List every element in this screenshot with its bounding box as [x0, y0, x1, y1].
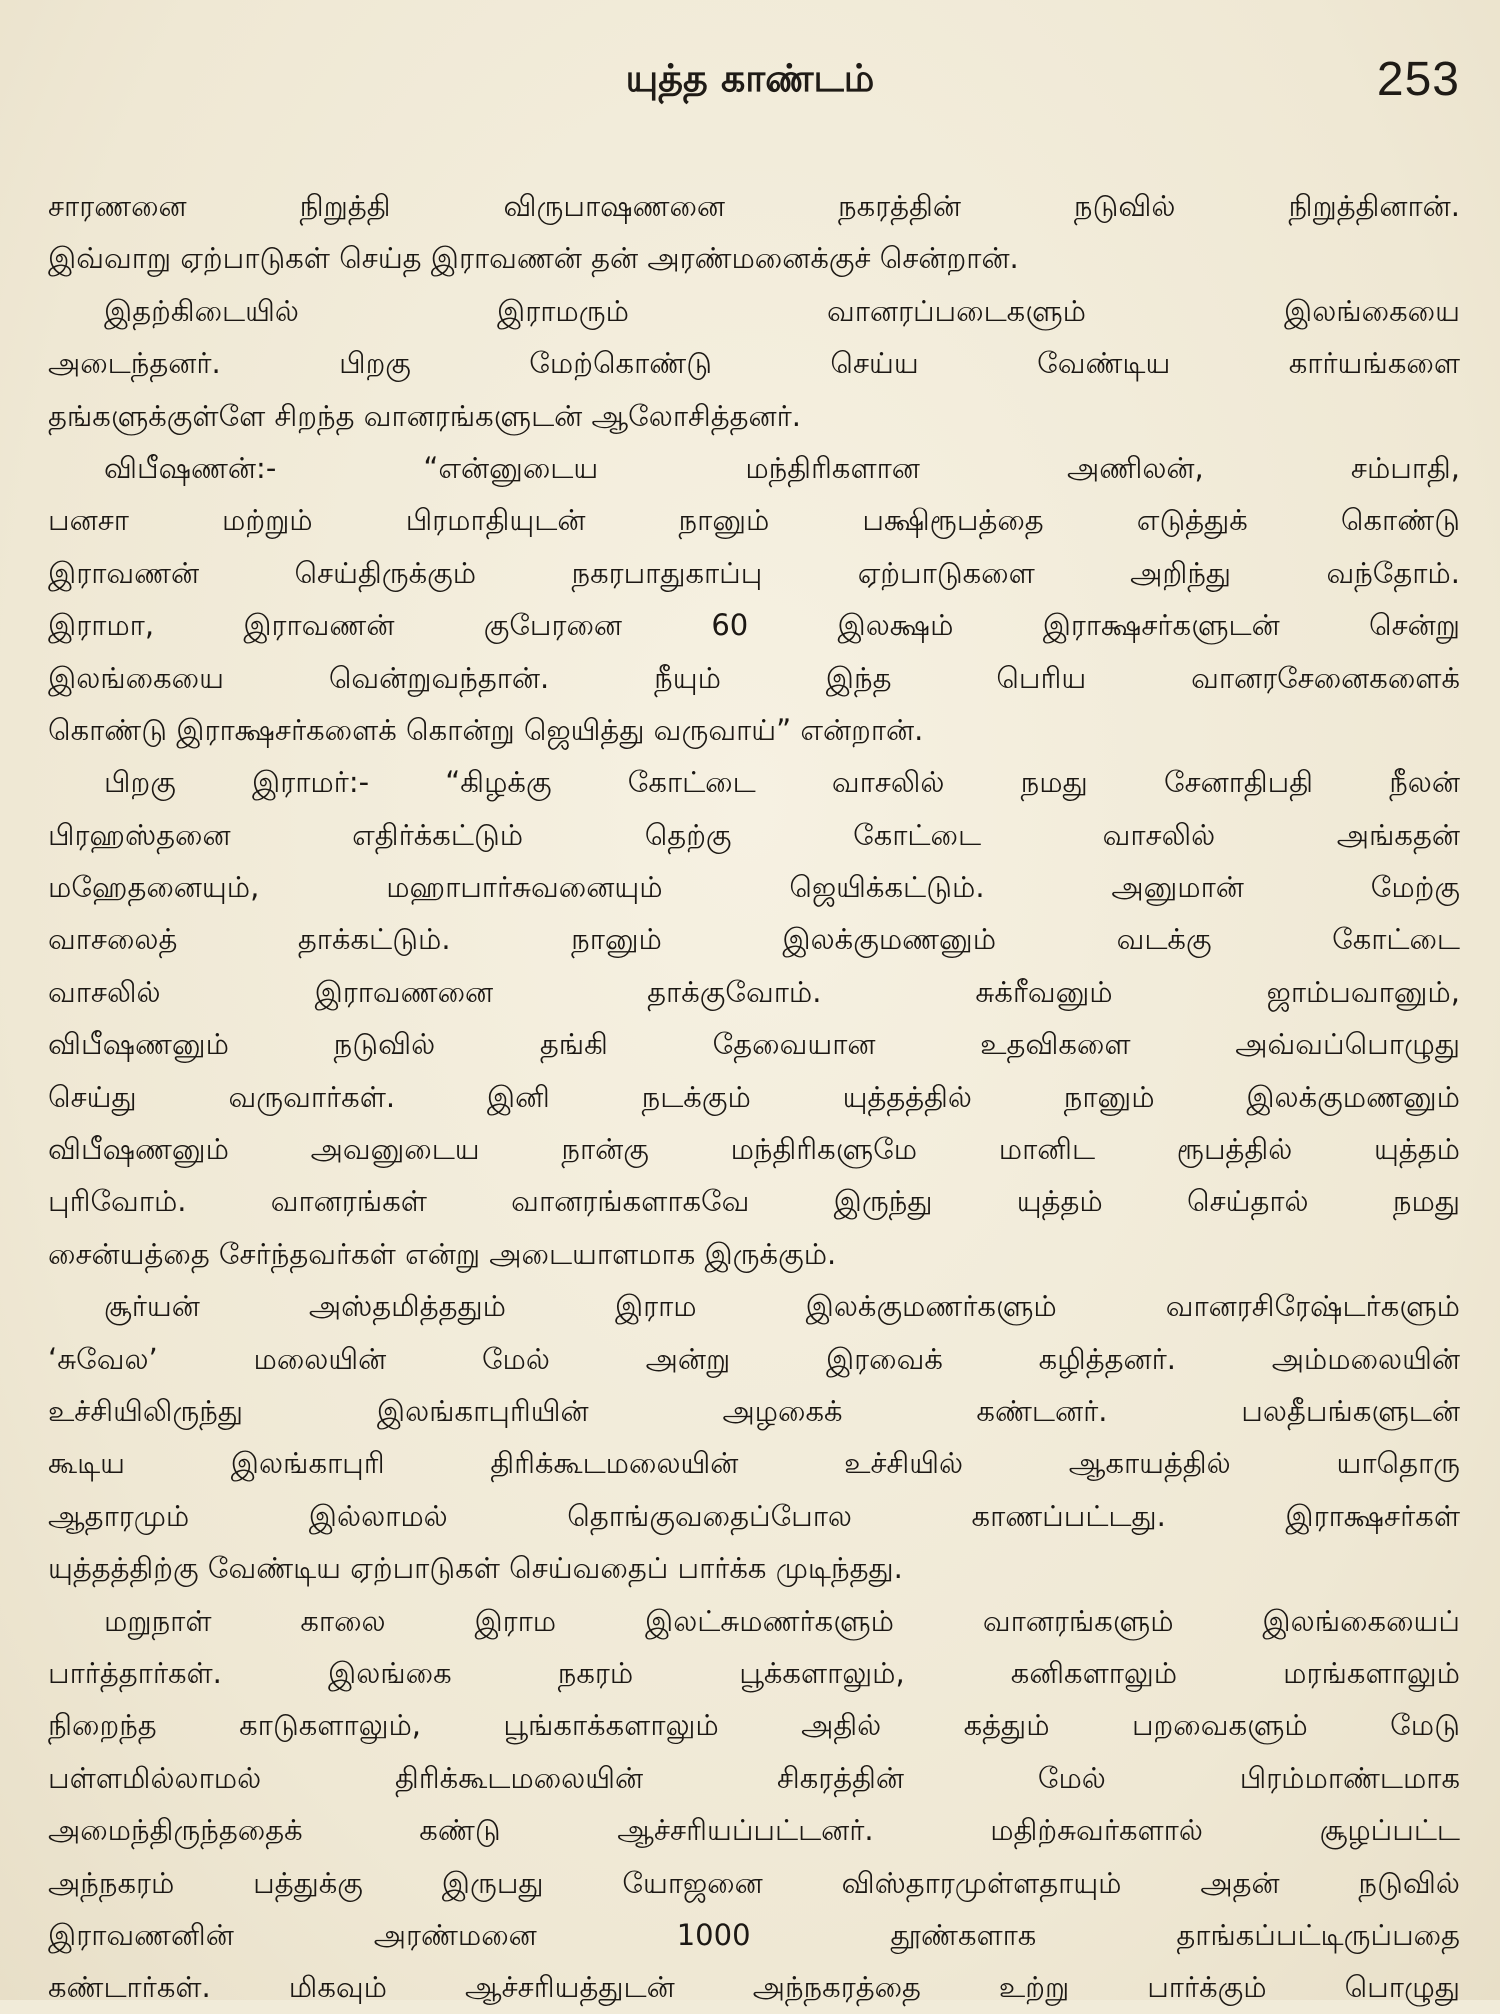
text-line: பிரஹஸ்தனை எதிர்க்கட்டும் தெற்கு கோட்டை வாசலில் அங்கதன்: [48, 817, 1460, 852]
text-line: விபீஷணனும் அவனுடைய நான்கு மந்திரிகளுமே மானிட ரூபத்தில் யுத்தம்: [48, 1132, 1460, 1167]
text-line: இராவணனின் அரண்மனை 1000 தூண்களாக தாங்கப்பட்டிருப்பதை: [48, 1917, 1460, 1952]
text-line: ஆதாரமும் இல்லாமல் தொங்குவதைப்போல காணப்பட்டது. இராக்ஷசர்கள்: [48, 1498, 1460, 1533]
text-line: கூடிய இலங்காபுரி திரிக்கூடமலையின் உச்சியில் ஆகாயத்தில் யாதொரு: [48, 1446, 1460, 1481]
text-line: பார்த்தார்கள். இலங்கை நகரம் பூக்களாலும், கனிகளாலும் மரங்களாலும்: [48, 1655, 1460, 1690]
text-line: கண்டார்கள். மிகவும் ஆச்சரியத்துடன் அந்நகரத்தை உற்று பார்க்கும் பொழுது: [48, 1970, 1460, 2005]
running-header: [0, 52, 1500, 112]
text-line: அந்நகரம் பத்துக்கு இருபது யோஜனை விஸ்தாரமுள்ளதாயும் அதன் நடுவில்: [48, 1865, 1460, 1900]
text-line: பள்ளமில்லாமல் திரிக்கூடமலையின் சிகரத்தின் மேல் பிரம்மாண்டமாக: [48, 1760, 1460, 1795]
text-line: நிறைந்த காடுகளாலும், பூங்காக்களாலும் அதில் கத்தும் பறவைகளும் மேடு: [48, 1708, 1460, 1743]
text-line: செய்து வருவார்கள். இனி நடக்கும் யுத்தத்தில் நானும் இலக்குமணனும்: [48, 1079, 1460, 1114]
text-line: இவ்வாறு ஏற்பாடுகள் செய்த இராவணன் தன் அரண்மனைக்குச் சென்றான்.: [48, 241, 1019, 276]
text-line: விபீஷணனும் நடுவில் தங்கி தேவையான உதவிகளை அவ்வப்பொழுது: [48, 1027, 1460, 1062]
text-line: பனசா மற்றும் பிரமாதியுடன் நானும் பக்ஷிரூபத்தை எடுத்துக் கொண்டு: [48, 503, 1460, 538]
text-line: இதற்கிடையில் இராமரும் வானரப்படைகளும் இலங்கையை: [104, 293, 1460, 328]
page-number: 253: [1376, 53, 1460, 106]
text-line: யுத்தத்திற்கு வேண்டிய ஏற்பாடுகள் செய்வதைப் பார்க்க முடிந்தது.: [48, 1551, 903, 1586]
text-line: இராவணன் செய்திருக்கும் நகரபாதுகாப்பு ஏற்பாடுகளை அறிந்து வந்தோம்.: [48, 555, 1460, 590]
text-line: சூர்யன் அஸ்தமித்ததும் இராம இலக்குமணர்களும் வானரசிரேஷ்டர்களும்: [104, 1289, 1460, 1324]
chapter-title: யுத்த காண்டம்: [625, 56, 875, 100]
text-line: வாசலைத் தாக்கட்டும். நானும் இலக்குமணனும் வடக்கு கோட்டை: [48, 922, 1460, 957]
text-line: இராமா, இராவணன் குபேரனை 60 இலக்ஷம் இராக்ஷசர்களுடன் சென்று: [48, 608, 1460, 643]
text-line: அடைந்தனர். பிறகு மேற்கொண்டு செய்ய வேண்டிய கார்யங்களை: [48, 346, 1460, 381]
text-line: மஹேதனையும், மஹாபார்சுவனையும் ஜெயிக்கட்டும். அனுமான் மேற்கு: [48, 870, 1460, 905]
body-text: [48, 180, 1460, 2014]
text-line: விபீஷணன்:- “என்னுடைய மந்திரிகளான அணிலன், சம்பாதி,: [104, 450, 1460, 485]
text-line: பிறகு இராமர்:- “கிழக்கு கோட்டை வாசலில் நமது சேனாதிபதி நீலன்: [104, 765, 1460, 800]
text-line: சைன்யத்தை சேர்ந்தவர்கள் என்று அடையாளமாக இருக்கும்.: [48, 1236, 837, 1271]
text-line: கொண்டு இராக்ஷசர்களைக் கொன்று ஜெயித்து வருவாய்” என்றான்.: [48, 712, 924, 747]
text-line: மறுநாள் காலை இராம இலட்சுமணர்களும் வானரங்களும் இலங்கையைப்: [104, 1603, 1460, 1638]
text-line: ‘சுவேல’ மலையின் மேல் அன்று இரவைக் கழித்தனர். அம்மலையின்: [48, 1341, 1460, 1376]
text-line: வாசலில் இராவணனை தாக்குவோம். சுக்ரீவனும் ஜாம்பவானும்,: [48, 974, 1460, 1009]
text-line: உச்சியிலிருந்து இலங்காபுரியின் அழகைக் கண்டனர். பலதீபங்களுடன்: [48, 1393, 1460, 1428]
text-line: இலங்கையை வென்றுவந்தான். நீயும் இந்த பெரிய வானரசேனைகளைக்: [48, 660, 1460, 695]
text-line: அமைந்திருந்ததைக் கண்டு ஆச்சரியப்பட்டனர். மதிற்சுவர்களால் சூழப்பட்ட: [48, 1813, 1460, 1848]
text-line: சாரணனை நிறுத்தி விருபாஷணனை நகரத்தின் நடுவில் நிறுத்தினான்.: [48, 189, 1460, 223]
text-line: புரிவோம். வானரங்கள் வானரங்களாகவே இருந்து யுத்தம் செய்தால் நமது: [48, 1184, 1460, 1219]
text-line: தங்களுக்குள்ளே சிறந்த வானரங்களுடன் ஆலோசித்தனர்.: [48, 398, 801, 433]
